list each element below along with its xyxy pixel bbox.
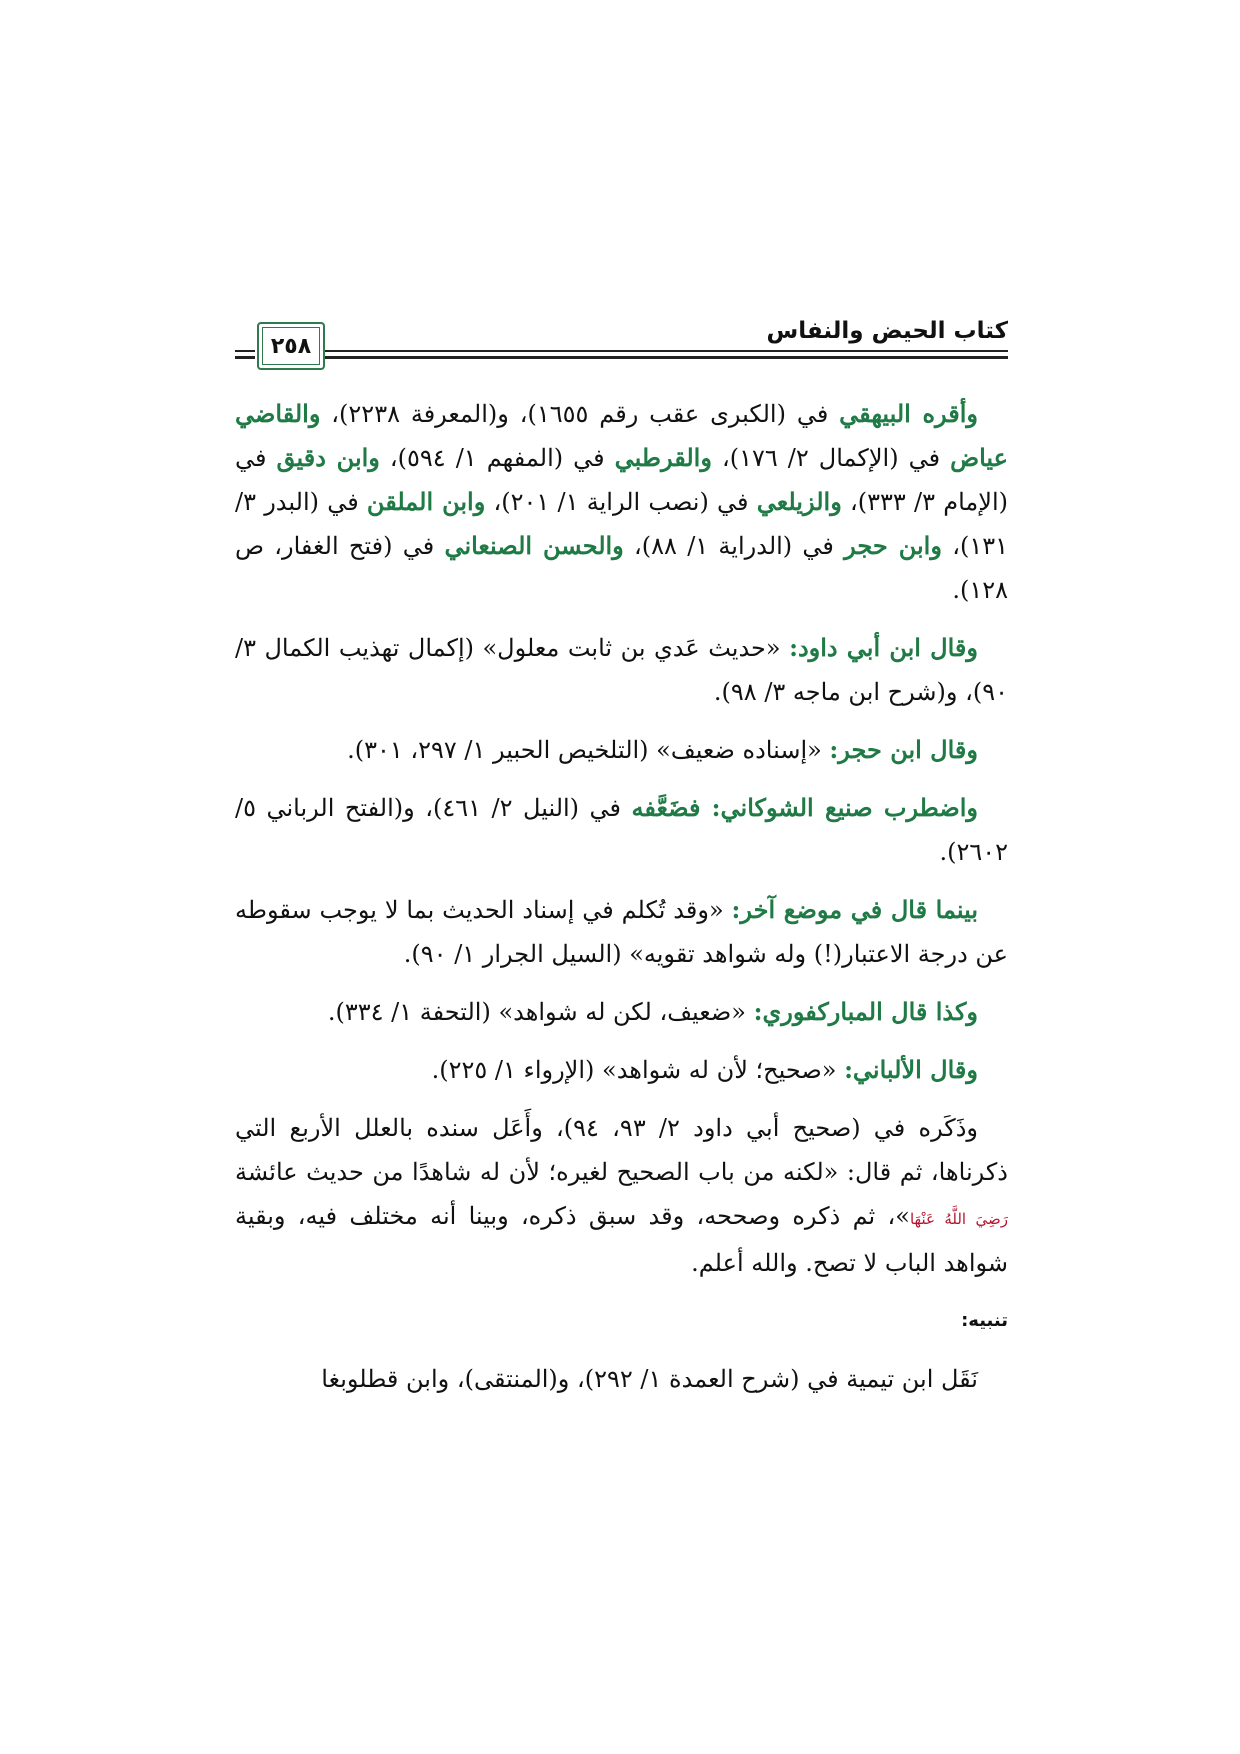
scholar-name: والزيلعي (756, 487, 842, 516)
scholar-name: وابن دقيق (276, 443, 380, 472)
paragraph-text: في (البدر ٣/ ١٣١)، (235, 488, 1008, 560)
scholar-name: وابن الملقن (366, 487, 486, 516)
paragraph-text: في (الإمام ٣/ ٣٣٣)، (235, 444, 1008, 516)
paragraph (235, 1048, 1008, 1092)
scholar-name: وقال ابن حجر: (829, 735, 978, 764)
paragraph-text: «صحيح؛ لأن له شواهد» (الإرواء ١/ ٢٢٥). (431, 1056, 845, 1084)
paragraph-text: في (الإكمال ٢/ ١٧٦)، (711, 444, 951, 472)
paragraph-text: نَقَل ابن تيمية في (شرح العمدة ١/ ٢٩٢)، و(المنتقى)، وابن قطلوبغا (321, 1365, 978, 1393)
paragraph-text: «إسناده ضعيف» (التلخيص الحبير ١/ ٢٩٧، ٣٠١). (347, 736, 830, 764)
paragraph (235, 786, 1008, 874)
scholar-name: وقال ابن أبي داود: (789, 633, 978, 662)
running-title: كتاب الحيض والنفاس (766, 318, 1008, 344)
header-rule (266, 356, 1008, 359)
paragraph (235, 626, 1008, 714)
paragraph (235, 392, 1008, 612)
page-body (235, 392, 1008, 1415)
paragraph-text: في (النيل ٢/ ٤٦١)، و(الفتح الرباني ٥/ ٢٦٠٢). (235, 794, 1008, 866)
scholar-name: وكذا قال المباركفوري: (753, 997, 978, 1026)
page-header (235, 318, 1008, 380)
paragraph-text: »، ثم ذكره وصححه، وقد سبق ذكره، وبينا أنه مختلف فيه، وبقية شواهد الباب لا تصح. والله أعلم. (235, 1202, 1008, 1277)
scholar-name: بينما قال في موضع آخر: (731, 895, 978, 924)
paragraph (235, 728, 1008, 772)
scholar-name: واضطرب صنيع الشوكاني: فضَعَّفه (631, 793, 979, 822)
scholar-name: وابن حجر (844, 531, 942, 560)
scholar-name: والقرطبي (614, 443, 712, 472)
paragraph (235, 1357, 1008, 1401)
honorific-glyph: رَضِيَ اللَّهُ عَنْهَا (909, 1210, 1008, 1228)
paragraph-text: «وقد تُكلم في إسناد الحديث بما لا يوجب سقوطه عن درجة الاعتبار(!) وله شواهد تقويه» (السيل الجرار ١/ ٩٠). (235, 896, 1008, 968)
section-heading: تنبيه: (961, 1310, 1008, 1331)
paragraph-text: في (فتح الغفار، ص ١٢٨). (235, 532, 1008, 604)
scholar-name: والقاضي عياض (235, 399, 1008, 472)
header-rule (266, 350, 1008, 352)
header-rule-left (235, 350, 255, 352)
paragraph-text: في (نصب الراية ١/ ٢٠١)، (485, 488, 757, 516)
scholar-name: وأقره البيهقي (839, 399, 978, 428)
paragraph (235, 990, 1008, 1034)
paragraph (235, 1106, 1008, 1285)
paragraph-text: في (المفهم ١/ ٥٩٤)، (379, 444, 615, 472)
scholar-name: والحسن الصنعاني (444, 531, 624, 560)
paragraph-text: في (الكبرى عقب رقم ١٦٥٥)، و(المعرفة ٢٢٣٨)، (320, 400, 840, 428)
paragraph-text: «ضعيف، لكن له شواهد» (التحفة ١/ ٣٣٤). (327, 998, 754, 1026)
scholar-name: وقال الألباني: (844, 1055, 978, 1084)
page-number: ٢٥٨ (270, 333, 312, 359)
paragraph-text: في (الدراية ١/ ٨٨)، (623, 532, 845, 560)
header-rule-left (235, 356, 255, 359)
paragraph-text: وذَكَره في (صحيح أبي داود ٢/ ٩٣، ٩٤)، وأَعَل سنده بالعلل الأربع التي ذكرناها، ثم قال: «لكنه من باب الصحيح لغيره؛ لأن له شاهدًا من حديث عائشة (235, 1114, 1008, 1186)
paragraph-text: «حديث عَدي بن ثابت معلول» (إكمال تهذيب الكمال ٣/ ٩٠)، و(شرح ابن ماجه ٣/ ٩٨). (235, 634, 1008, 706)
page-number-frame (257, 322, 325, 370)
paragraph (235, 888, 1008, 976)
